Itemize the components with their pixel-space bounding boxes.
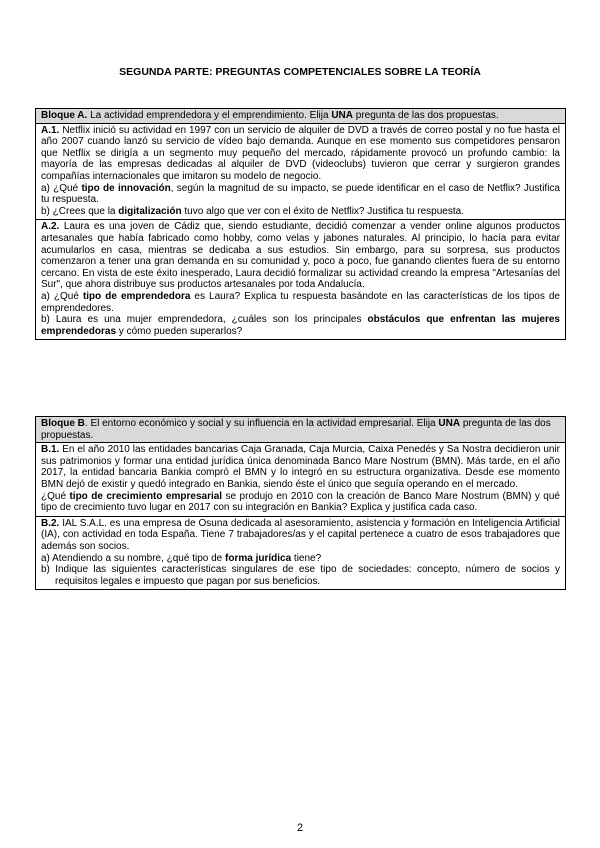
question-b1 bbox=[36, 443, 565, 517]
block-a-header: Bloque A. La actividad emprendedora y el emprendimiento. Elija UNA pregunta de las dos propuestas. bbox=[36, 109, 565, 124]
block-b bbox=[35, 416, 566, 590]
b1-question: ¿Qué tipo de crecimiento empresarial se produjo en 2010 con la creación de Banco Mare Nostrum (BMN) y qué tipo de crecimiento tuvo lugar en 2017 con su integración en Bankia? Explica y justifica cada caso. bbox=[41, 490, 560, 514]
b2-question-b: b) Indique las siguientes características singulares de ese tipo de sociedades: concepto, número de socios y requisitos legales e impuesto que pagan por sus beneficios. bbox=[41, 564, 560, 587]
block-b-header: Bloque B. El entorno económico y social y su influencia en la actividad empresarial. Elija UNA pregunta de las dos propuestas. bbox=[36, 417, 565, 443]
a2-question-b: b) Laura es una mujer emprendedora, ¿cuáles son los principales obstáculos que enfrentan las mujeres emprendedoras y cómo pueden superarlos? bbox=[41, 314, 560, 337]
page-title: SEGUNDA PARTE: PREGUNTAS COMPETENCIALES SOBRE LA TEORÍA bbox=[119, 66, 481, 78]
b1-statement: B.1. En el año 2010 las entidades bancarias Caja Granada, Caja Murcia, Caixa Penedés y Sa Nostra decidieron unir sus patrimonios y formar una entidad jurídica única denominada Banco Mare Nostrum (BMN). Más tarde, en el año 2017, la entidad bancaria Bankia compró el BMN y lo integró en su estructura organizativa. Desde ese momento BMN dejó de existir y quedó integrado en Bankia, siendo éste el único que seguía operando en el mercado. bbox=[41, 444, 560, 490]
a1-question-b: b) ¿Crees que la digitalización tuvo algo que ver con el éxito de Netflix? Justifica tu respuesta. bbox=[41, 205, 464, 217]
a1-question-a: a) ¿Qué tipo de innovación, según la magnitud de su impacto, se puede identificar en el caso de Netflix? Justifica tu respuesta. bbox=[41, 182, 560, 206]
page-number: 2 bbox=[296, 822, 304, 834]
a2-question-a: a) ¿Qué tipo de emprendedora es Laura? Explica tu respuesta basándote en las características de los tipos de emprendedores. bbox=[41, 290, 560, 314]
a1-statement: A.1. Netflix inició su actividad en 1997 con un servicio de alquiler de DVD a través de correo postal y no fue hasta el año 2007 cuando lanzó su servicio de vídeo bajo demanda. Aunque en ese momento sus competidores pensaron que Netflix se dirigía a un segmento muy pequeño del mercado, rápidamente provocó un profundo cambio: la mayoría de las empresas dedicadas al alquiler de DVD (videoclubs) tuvieron que cerrar y surgieron grandes compañías internacionales que imitaron su modelo de negocio. bbox=[41, 124, 560, 182]
question-a2 bbox=[36, 220, 565, 339]
a2-statement: A.2. Laura es una joven de Cádiz que, siendo estudiante, decidió comenzar a vender online algunos productos artesanales que había fabricado como hobby, como velas y jabones naturales. Al principio, lo hacía para evitar acumularlos en casa, mientras se dedicaba a sus estudios. Sin embargo, para su sorpresa, sus productos comenzaron a tener una gran demanda en su comunidad y, poco a poco, fue ganando clientes fuera de su entorno cercano. En vista de este éxito inesperado, Laura decidió formalizar su actividad creando la empresa "Artesanías del Sur", que ahora distribuye sus productos artesanales por toda Andalucía. bbox=[41, 221, 560, 291]
question-b2 bbox=[36, 517, 565, 590]
question-a1 bbox=[36, 124, 565, 221]
block-a bbox=[35, 108, 566, 340]
b2-question-a: a) Atendiendo a su nombre, ¿qué tipo de forma jurídica tiene? bbox=[41, 552, 322, 564]
b2-statement: B.2. IAL S.A.L. es una empresa de Osuna dedicada al asesoramiento, asistencia y formación en Inteligencia Artificial (IA), con actividad en toda España. Tiene 7 trabajadores/as y el capital pertenece a cuatro de esos trabajadores que además son socios. bbox=[41, 517, 560, 552]
